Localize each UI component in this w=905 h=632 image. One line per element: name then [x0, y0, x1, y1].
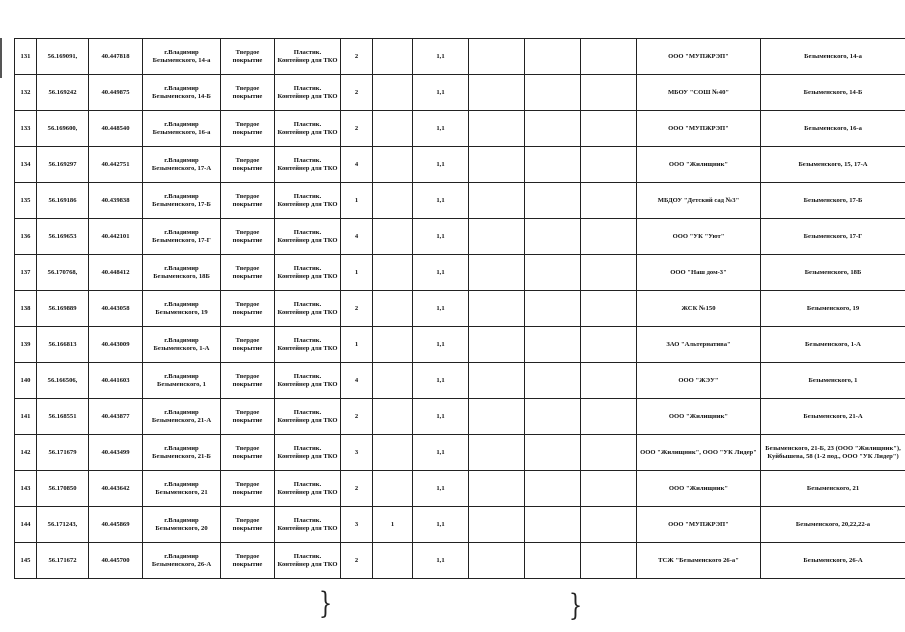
surface-type-cell: Твердое покрытие	[221, 111, 275, 147]
extra-count-cell	[373, 255, 413, 291]
address-cell: г.Владимир Безыменского, 16-а	[143, 111, 221, 147]
empty-cell	[581, 219, 637, 255]
longitude-cell: 40.443009	[89, 327, 143, 363]
table-body	[15, 39, 905, 579]
container-count-cell: 2	[341, 399, 373, 435]
empty-cell	[469, 327, 525, 363]
owner-cell: ООО "Жилищник"	[637, 399, 761, 435]
owner-cell: ООО "Жилищник", ООО "УК Лидер"	[637, 435, 761, 471]
address-cell: г.Владимир Безыменского, 20	[143, 507, 221, 543]
container-volume-cell: 1,1	[413, 255, 469, 291]
latitude-cell: 56.168551	[37, 399, 89, 435]
table-row	[15, 111, 905, 147]
latitude-cell: 56.171672	[37, 543, 89, 579]
container-type-cell: Пластик. Контейнер для ТКО	[275, 147, 341, 183]
container-type-cell: Пластик. Контейнер для ТКО	[275, 327, 341, 363]
container-volume-cell: 1,1	[413, 471, 469, 507]
owner-cell: ООО "МУПЖРЭП"	[637, 39, 761, 75]
container-volume-cell: 1,1	[413, 399, 469, 435]
container-volume-cell: 1,1	[413, 183, 469, 219]
address-cell: г.Владимир Безыменского, 17-Б	[143, 183, 221, 219]
container-count-cell: 2	[341, 471, 373, 507]
row-number-cell: 132	[15, 75, 37, 111]
empty-cell	[581, 435, 637, 471]
waste-sources-cell: Безыменского, 21-Б, 23 (ООО "Жилищник"), Куйбышева, 58 (1-2 под., ООО "УК Лидер")	[761, 435, 905, 471]
container-type-cell: Пластик. Контейнер для ТКО	[275, 507, 341, 543]
empty-cell	[469, 75, 525, 111]
container-count-cell: 3	[341, 435, 373, 471]
container-volume-cell: 1,1	[413, 219, 469, 255]
waste-sources-cell: Безыменского, 15, 17-А	[761, 147, 905, 183]
empty-cell	[469, 255, 525, 291]
extra-count-cell	[373, 363, 413, 399]
surface-type-cell: Твердое покрытие	[221, 183, 275, 219]
latitude-cell: 56.166813	[37, 327, 89, 363]
latitude-cell: 56.170850	[37, 471, 89, 507]
table-row	[15, 147, 905, 183]
address-cell: г.Владимир Безыменского, 21-Б	[143, 435, 221, 471]
container-count-cell: 3	[341, 507, 373, 543]
surface-type-cell: Твердое покрытие	[221, 291, 275, 327]
empty-cell	[469, 183, 525, 219]
latitude-cell: 56.171243,	[37, 507, 89, 543]
longitude-cell: 40.442101	[89, 219, 143, 255]
row-number-cell: 145	[15, 543, 37, 579]
container-count-cell: 1	[341, 327, 373, 363]
empty-cell	[581, 255, 637, 291]
empty-cell	[581, 291, 637, 327]
longitude-cell: 40.447818	[89, 39, 143, 75]
surface-type-cell: Твердое покрытие	[221, 255, 275, 291]
container-volume-cell: 1,1	[413, 75, 469, 111]
table-row	[15, 507, 905, 543]
empty-cell	[525, 111, 581, 147]
surface-type-cell: Твердое покрытие	[221, 147, 275, 183]
address-cell: г.Владимир Безыменского, 21	[143, 471, 221, 507]
empty-cell	[581, 471, 637, 507]
empty-cell	[581, 75, 637, 111]
address-cell: г.Владимир Безыменского, 18Б	[143, 255, 221, 291]
container-volume-cell: 1,1	[413, 543, 469, 579]
owner-cell: ООО "МУПЖРЭП"	[637, 111, 761, 147]
waste-sources-cell: Безыменского, 1-А	[761, 327, 905, 363]
container-type-cell: Пластик. Контейнер для ТКО	[275, 399, 341, 435]
row-number-cell: 140	[15, 363, 37, 399]
table-row	[15, 399, 905, 435]
table-row	[15, 255, 905, 291]
longitude-cell: 40.439838	[89, 183, 143, 219]
container-type-cell: Пластик. Контейнер для ТКО	[275, 471, 341, 507]
empty-cell	[469, 291, 525, 327]
waste-sources-cell: Безыменского, 14-Б	[761, 75, 905, 111]
latitude-cell: 56.169889	[37, 291, 89, 327]
empty-cell	[581, 543, 637, 579]
surface-type-cell: Твердое покрытие	[221, 435, 275, 471]
empty-cell	[581, 147, 637, 183]
longitude-cell: 40.441603	[89, 363, 143, 399]
container-type-cell: Пластик. Контейнер для ТКО	[275, 291, 341, 327]
extra-count-cell	[373, 435, 413, 471]
surface-type-cell: Твердое покрытие	[221, 363, 275, 399]
container-type-cell: Пластик. Контейнер для ТКО	[275, 219, 341, 255]
extra-count-cell	[373, 399, 413, 435]
empty-cell	[469, 471, 525, 507]
container-count-cell: 2	[341, 543, 373, 579]
surface-type-cell: Твердое покрытие	[221, 399, 275, 435]
longitude-cell: 40.442751	[89, 147, 143, 183]
container-volume-cell: 1,1	[413, 39, 469, 75]
row-number-cell: 144	[15, 507, 37, 543]
waste-sources-cell: Безыменского, 21-А	[761, 399, 905, 435]
latitude-cell: 56.166506,	[37, 363, 89, 399]
empty-cell	[581, 111, 637, 147]
empty-cell	[525, 543, 581, 579]
table-row	[15, 363, 905, 399]
empty-cell	[581, 183, 637, 219]
container-volume-cell: 1,1	[413, 435, 469, 471]
owner-cell: ООО "ЖЭУ"	[637, 363, 761, 399]
empty-cell	[581, 507, 637, 543]
latitude-cell: 56.171679	[37, 435, 89, 471]
owner-cell: ЗАО "Альтернатива"	[637, 327, 761, 363]
owner-cell: ЖСК №150	[637, 291, 761, 327]
extra-count-cell	[373, 471, 413, 507]
latitude-cell: 56.169091,	[37, 39, 89, 75]
latitude-cell: 56.170768,	[37, 255, 89, 291]
empty-cell	[525, 291, 581, 327]
handwritten-mark: }	[318, 586, 333, 621]
owner-cell: ТСЖ "Безыменского 26-а"	[637, 543, 761, 579]
longitude-cell: 40.445700	[89, 543, 143, 579]
surface-type-cell: Твердое покрытие	[221, 327, 275, 363]
longitude-cell: 40.443642	[89, 471, 143, 507]
waste-sources-cell: Безыменского, 20,22,22-а	[761, 507, 905, 543]
row-number-cell: 135	[15, 183, 37, 219]
waste-sources-cell: Безыменского, 21	[761, 471, 905, 507]
row-number-cell: 143	[15, 471, 37, 507]
empty-cell	[581, 363, 637, 399]
latitude-cell: 56.169242	[37, 75, 89, 111]
empty-cell	[581, 399, 637, 435]
owner-cell: МБОУ "СОШ №40"	[637, 75, 761, 111]
container-type-cell: Пластик. Контейнер для ТКО	[275, 39, 341, 75]
owner-cell: ООО "Жилищник"	[637, 147, 761, 183]
waste-sources-cell: Безыменского, 19	[761, 291, 905, 327]
address-cell: г.Владимир Безыменского, 1-А	[143, 327, 221, 363]
empty-cell	[469, 435, 525, 471]
container-volume-cell: 1,1	[413, 291, 469, 327]
container-type-cell: Пластик. Контейнер для ТКО	[275, 255, 341, 291]
table-row	[15, 219, 905, 255]
address-cell: г.Владимир Безыменского, 17-А	[143, 147, 221, 183]
empty-cell	[581, 327, 637, 363]
handwritten-mark: }	[568, 588, 583, 623]
empty-cell	[469, 507, 525, 543]
owner-cell: ООО "УК "Уют"	[637, 219, 761, 255]
longitude-cell: 40.448540	[89, 111, 143, 147]
address-cell: г.Владимир Безыменского, 14-Б	[143, 75, 221, 111]
empty-cell	[469, 543, 525, 579]
extra-count-cell: 1	[373, 507, 413, 543]
row-number-cell: 136	[15, 219, 37, 255]
empty-cell	[469, 399, 525, 435]
latitude-cell: 56.169297	[37, 147, 89, 183]
empty-cell	[525, 219, 581, 255]
empty-cell	[469, 111, 525, 147]
extra-count-cell	[373, 75, 413, 111]
address-cell: г.Владимир Безыменского, 1	[143, 363, 221, 399]
surface-type-cell: Твердое покрытие	[221, 219, 275, 255]
waste-sources-cell: Безыменского, 17-Б	[761, 183, 905, 219]
surface-type-cell: Твердое покрытие	[221, 507, 275, 543]
container-volume-cell: 1,1	[413, 327, 469, 363]
container-count-cell: 1	[341, 255, 373, 291]
latitude-cell: 56.169653	[37, 219, 89, 255]
address-cell: г.Владимир Безыменского, 26-А	[143, 543, 221, 579]
extra-count-cell	[373, 147, 413, 183]
empty-cell	[525, 147, 581, 183]
surface-type-cell: Твердое покрытие	[221, 471, 275, 507]
latitude-cell: 56.169186	[37, 183, 89, 219]
row-number-cell: 133	[15, 111, 37, 147]
table-row	[15, 471, 905, 507]
longitude-cell: 40.445869	[89, 507, 143, 543]
row-number-cell: 142	[15, 435, 37, 471]
container-volume-cell: 1,1	[413, 111, 469, 147]
table-row	[15, 327, 905, 363]
waste-sources-cell: Безыменского, 17-Г	[761, 219, 905, 255]
empty-cell	[469, 147, 525, 183]
container-count-cell: 4	[341, 219, 373, 255]
extra-count-cell	[373, 111, 413, 147]
extra-count-cell	[373, 543, 413, 579]
empty-cell	[581, 39, 637, 75]
extra-count-cell	[373, 327, 413, 363]
waste-sources-cell: Безыменского, 18Б	[761, 255, 905, 291]
waste-sources-cell: Безыменского, 1	[761, 363, 905, 399]
extra-count-cell	[373, 39, 413, 75]
owner-cell: ООО "Жилищник"	[637, 471, 761, 507]
empty-cell	[469, 363, 525, 399]
scan-edge-mark	[0, 38, 2, 78]
table-row	[15, 291, 905, 327]
empty-cell	[525, 435, 581, 471]
row-number-cell: 134	[15, 147, 37, 183]
owner-cell: ООО "Наш дом-3"	[637, 255, 761, 291]
longitude-cell: 40.449875	[89, 75, 143, 111]
surface-type-cell: Твердое покрытие	[221, 543, 275, 579]
waste-sites-table	[14, 38, 905, 579]
table-row	[15, 543, 905, 579]
owner-cell: ООО "МУПЖРЭП"	[637, 507, 761, 543]
empty-cell	[469, 219, 525, 255]
surface-type-cell: Твердое покрытие	[221, 39, 275, 75]
container-count-cell: 2	[341, 111, 373, 147]
longitude-cell: 40.443877	[89, 399, 143, 435]
longitude-cell: 40.443499	[89, 435, 143, 471]
row-number-cell: 141	[15, 399, 37, 435]
container-volume-cell: 1,1	[413, 147, 469, 183]
container-count-cell: 2	[341, 75, 373, 111]
table-row	[15, 435, 905, 471]
container-type-cell: Пластик. Контейнер для ТКО	[275, 363, 341, 399]
waste-sources-cell: Безыменского, 26-А	[761, 543, 905, 579]
container-type-cell: Пластик. Контейнер для ТКО	[275, 435, 341, 471]
address-cell: г.Владимир Безыменского, 21-А	[143, 399, 221, 435]
row-number-cell: 131	[15, 39, 37, 75]
row-number-cell: 138	[15, 291, 37, 327]
table-row	[15, 39, 905, 75]
container-count-cell: 1	[341, 183, 373, 219]
container-type-cell: Пластик. Контейнер для ТКО	[275, 111, 341, 147]
container-type-cell: Пластик. Контейнер для ТКО	[275, 183, 341, 219]
container-count-cell: 4	[341, 147, 373, 183]
waste-sources-cell: Безыменского, 16-а	[761, 111, 905, 147]
waste-sources-cell: Безыменского, 14-а	[761, 39, 905, 75]
container-count-cell: 2	[341, 39, 373, 75]
surface-type-cell: Твердое покрытие	[221, 75, 275, 111]
container-count-cell: 2	[341, 291, 373, 327]
latitude-cell: 56.169600,	[37, 111, 89, 147]
empty-cell	[525, 183, 581, 219]
extra-count-cell	[373, 183, 413, 219]
container-type-cell: Пластик. Контейнер для ТКО	[275, 543, 341, 579]
empty-cell	[525, 75, 581, 111]
address-cell: г.Владимир Безыменского, 14-а	[143, 39, 221, 75]
empty-cell	[525, 39, 581, 75]
longitude-cell: 40.448412	[89, 255, 143, 291]
extra-count-cell	[373, 291, 413, 327]
container-volume-cell: 1,1	[413, 363, 469, 399]
longitude-cell: 40.443058	[89, 291, 143, 327]
table-row	[15, 183, 905, 219]
empty-cell	[469, 39, 525, 75]
owner-cell: МБДОУ "Детский сад №3"	[637, 183, 761, 219]
table-row	[15, 75, 905, 111]
address-cell: г.Владимир Безыменского, 19	[143, 291, 221, 327]
empty-cell	[525, 363, 581, 399]
container-type-cell: Пластик. Контейнер для ТКО	[275, 75, 341, 111]
empty-cell	[525, 255, 581, 291]
container-volume-cell: 1,1	[413, 507, 469, 543]
container-count-cell: 4	[341, 363, 373, 399]
row-number-cell: 137	[15, 255, 37, 291]
extra-count-cell	[373, 219, 413, 255]
empty-cell	[525, 471, 581, 507]
empty-cell	[525, 507, 581, 543]
row-number-cell: 139	[15, 327, 37, 363]
address-cell: г.Владимир Безыменского, 17-Г	[143, 219, 221, 255]
empty-cell	[525, 399, 581, 435]
empty-cell	[525, 327, 581, 363]
